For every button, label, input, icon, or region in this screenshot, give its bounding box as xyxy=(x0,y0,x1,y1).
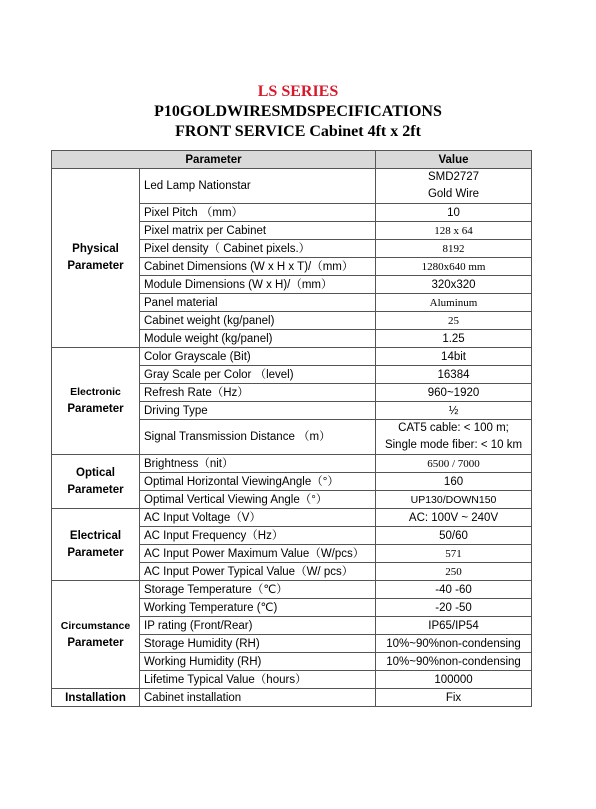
group-electrical: Electrical Parameter xyxy=(52,509,140,581)
table-row xyxy=(52,581,532,599)
group-circumstance: Circumstance Parameter xyxy=(52,581,140,689)
param-cell: IP rating (Front/Rear) xyxy=(140,617,376,635)
param-cell: AC Input Voltage（V） xyxy=(140,509,376,527)
param-cell: Working Temperature (℃) xyxy=(140,599,376,617)
value-cell: IP65/IP54 xyxy=(376,617,532,635)
param-cell: Panel material xyxy=(140,294,376,312)
value-cell: Fix xyxy=(376,689,532,707)
param-cell: Led Lamp Nationstar xyxy=(140,169,376,204)
series-title: LS SERIES xyxy=(257,83,339,100)
value-cell: 160 xyxy=(376,473,532,491)
value-cell: SMD2727 Gold Wire xyxy=(376,169,532,204)
param-cell: Cabinet weight (kg/panel) xyxy=(140,312,376,330)
param-cell: Cabinet installation xyxy=(140,689,376,707)
value-cell: -40 -60 xyxy=(376,581,532,599)
value-cell: 1.25 xyxy=(376,330,532,348)
param-cell: Module weight (kg/panel) xyxy=(140,330,376,348)
param-cell: Brightness（nit） xyxy=(140,455,376,473)
value-cell: 571 xyxy=(376,545,532,563)
value-cell: AC: 100V ~ 240V xyxy=(376,509,532,527)
value-cell: 250 xyxy=(376,563,532,581)
param-cell: Refresh Rate（Hz） xyxy=(140,384,376,402)
header-value: Value xyxy=(376,151,532,169)
value-cell: 16384 xyxy=(376,366,532,384)
value-cell: 14bit xyxy=(376,348,532,366)
value-cell: 6500 / 7000 xyxy=(376,455,532,473)
param-cell: Lifetime Typical Value（hours） xyxy=(140,671,376,689)
param-cell: Pixel density（ Cabinet pixels.） xyxy=(140,240,376,258)
table-row xyxy=(52,689,532,707)
param-cell: Storage Temperature（℃） xyxy=(140,581,376,599)
group-electronic: Electronic Parameter xyxy=(52,348,140,455)
spec-table xyxy=(51,150,532,707)
table-row xyxy=(52,509,532,527)
value-cell: 10%~90%non-condensing xyxy=(376,653,532,671)
document-header xyxy=(0,82,596,142)
param-cell: Gray Scale per Color （level) xyxy=(140,366,376,384)
value-cell: 10 xyxy=(376,204,532,222)
param-cell: Pixel Pitch （mm） xyxy=(140,204,376,222)
param-cell: Module Dimensions (W x H)/（mm） xyxy=(140,276,376,294)
param-cell: Cabinet Dimensions (W x H x T)/（mm） xyxy=(140,258,376,276)
param-cell: Driving Type xyxy=(140,402,376,420)
table-row xyxy=(52,455,532,473)
table-header-row xyxy=(52,151,532,169)
value-cell: ½ xyxy=(376,402,532,420)
value-cell: 10%~90%non-condensing xyxy=(376,635,532,653)
value-cell: 25 xyxy=(376,312,532,330)
param-cell: AC Input Power Maximum Value（W/pcs） xyxy=(140,545,376,563)
value-cell: 320x320 xyxy=(376,276,532,294)
value-cell: UP130/DOWN150 xyxy=(376,491,532,509)
header-parameter: Parameter xyxy=(52,151,376,169)
param-cell: Color Grayscale (Bit) xyxy=(140,348,376,366)
table-row xyxy=(52,169,532,204)
param-cell: Storage Humidity (RH) xyxy=(140,635,376,653)
value-cell: 100000 xyxy=(376,671,532,689)
param-cell: Optimal Horizontal ViewingAngle（°） xyxy=(140,473,376,491)
group-installation: Installation xyxy=(52,689,140,707)
value-cell: 50/60 xyxy=(376,527,532,545)
value-cell: CAT5 cable: < 100 m; Single mode fiber: < 10 km xyxy=(376,420,532,455)
param-cell: Working Humidity (RH) xyxy=(140,653,376,671)
value-cell: -20 -50 xyxy=(376,599,532,617)
param-cell: AC Input Power Typical Value（W/ pcs） xyxy=(140,563,376,581)
param-cell: AC Input Frequency（Hz） xyxy=(140,527,376,545)
value-cell: 960~1920 xyxy=(376,384,532,402)
param-cell: Signal Transmission Distance （m） xyxy=(140,420,376,455)
param-cell: Pixel matrix per Cabinet xyxy=(140,222,376,240)
table-row xyxy=(52,348,532,366)
group-optical: Optical Parameter xyxy=(52,455,140,509)
param-cell: Optimal Vertical Viewing Angle（°） xyxy=(140,491,376,509)
value-cell: 8192 xyxy=(376,240,532,258)
value-cell: Aluminum xyxy=(376,294,532,312)
group-physical: Physical Parameter xyxy=(52,169,140,348)
subtitle: FRONT SERVICE Cabinet 4ft x 2ft xyxy=(175,123,421,140)
value-cell: 128 x 64 xyxy=(376,222,532,240)
model-title: P10GOLDWIRESMDSPECIFICATIONS xyxy=(154,103,442,120)
value-cell: 1280x640 mm xyxy=(376,258,532,276)
